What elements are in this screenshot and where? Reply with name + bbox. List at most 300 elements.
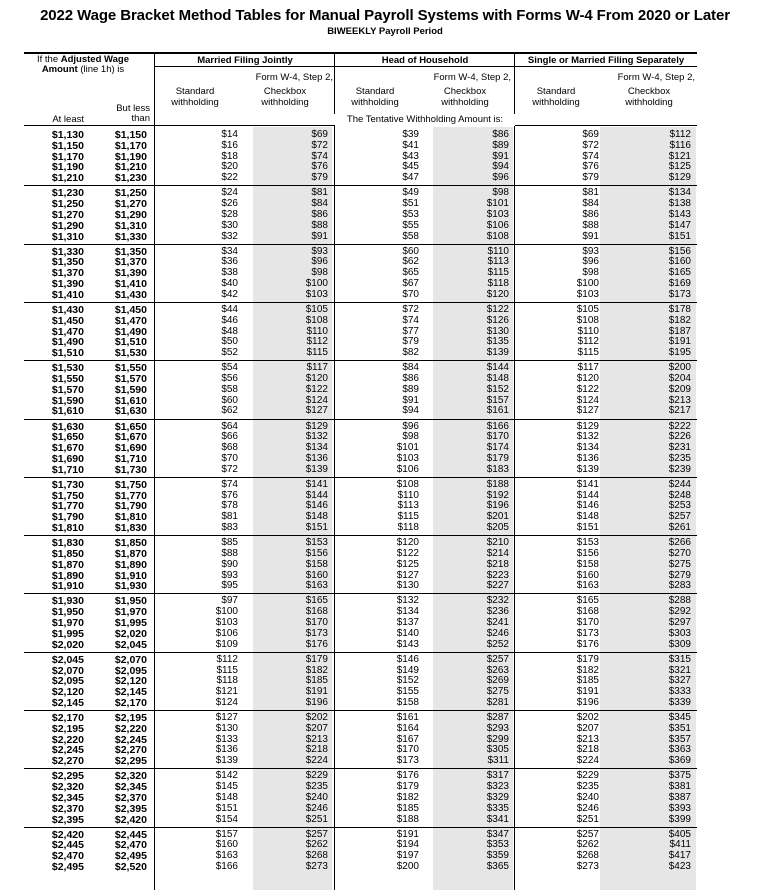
mfj-standard-cell: $72 bbox=[221, 463, 238, 475]
hoh-checkbox-cell: $170 bbox=[486, 431, 509, 443]
hoh-checkbox-cell: $305 bbox=[486, 744, 509, 756]
hoh-standard-cell: $82 bbox=[402, 347, 419, 359]
hoh-checkbox-cell: $96 bbox=[492, 172, 509, 184]
at-least-cell: $1,290 bbox=[51, 219, 84, 232]
hoh-checkbox-cell: $106 bbox=[486, 219, 509, 231]
mfj-checkbox-cell: $81 bbox=[311, 187, 328, 199]
hoh-checkbox-cell: $196 bbox=[486, 500, 509, 512]
single-standard-cell: $213 bbox=[576, 733, 599, 745]
single-checkbox-cell: $182 bbox=[668, 314, 691, 326]
single-standard-cell: $191 bbox=[576, 686, 599, 698]
hoh-checkbox-cell: $214 bbox=[486, 547, 509, 559]
hoh-standard-cell: $185 bbox=[396, 802, 419, 814]
but-less-than-cell: $1,850 bbox=[114, 537, 147, 550]
at-least-cell: $1,390 bbox=[51, 278, 84, 290]
hoh-checkbox-cell: $359 bbox=[486, 850, 509, 862]
at-least-cell: $1,210 bbox=[51, 172, 84, 185]
mfj-checkbox-cell: $129 bbox=[305, 420, 328, 432]
group-separator bbox=[24, 535, 697, 536]
single-standard-cell: $110 bbox=[577, 325, 599, 337]
mfj-standard-cell: $115 bbox=[216, 664, 238, 676]
hoh-checkbox-cell: $183 bbox=[486, 463, 509, 475]
hoh-checkbox-cell: $115 bbox=[487, 267, 509, 279]
hoh-checkbox-cell: $329 bbox=[486, 791, 509, 803]
mfj-standard-cell: $18 bbox=[221, 150, 238, 162]
at-least-cell: $1,130 bbox=[51, 129, 84, 141]
single-standard-cell: $88 bbox=[582, 219, 599, 231]
but-less-than-cell: $1,390 bbox=[114, 267, 147, 280]
single-checkbox-cell: $165 bbox=[668, 267, 691, 279]
mfj-standard-cell: $60 bbox=[221, 394, 238, 406]
mfj-checkbox-cell: $91 bbox=[311, 230, 328, 242]
single-standard-cell: $153 bbox=[576, 537, 599, 549]
at-least-cell: $2,195 bbox=[51, 722, 84, 735]
single-checkbox-cell: $292 bbox=[668, 606, 691, 618]
but-less-than-cell: $2,245 bbox=[114, 733, 147, 746]
at-least-header: At least bbox=[52, 114, 84, 125]
single-checkbox-cell: $411 bbox=[669, 839, 691, 851]
mfj-checkbox-cell: $124 bbox=[305, 394, 328, 406]
single-checkbox-cell: $283 bbox=[668, 580, 691, 592]
mfj-standard-cell: $28 bbox=[221, 208, 238, 220]
hoh-standard-cell: $51 bbox=[402, 198, 419, 210]
hoh-checkbox-cell: $269 bbox=[486, 675, 509, 687]
hoh-standard-cell: $137 bbox=[396, 617, 419, 628]
hoh-standard-cell: $60 bbox=[402, 245, 419, 257]
but-less-than-cell: $1,210 bbox=[114, 161, 147, 174]
hoh-checkbox-cell: $281 bbox=[486, 696, 509, 708]
single-checkbox-cell: $239 bbox=[668, 463, 691, 475]
single-checkbox-cell: $393 bbox=[668, 802, 691, 814]
single-standard-cell: $151 bbox=[576, 522, 599, 533]
single-standard-cell: $115 bbox=[577, 347, 599, 359]
mfj-checkbox-cell: $136 bbox=[305, 452, 328, 464]
head-of-household-header: Head of Household bbox=[381, 55, 469, 66]
single-checkbox-cell: $178 bbox=[668, 303, 691, 315]
hoh-checkbox-cell: $341 bbox=[486, 813, 509, 825]
at-least-cell: $2,245 bbox=[51, 744, 84, 757]
hoh-checkbox-cell: $98 bbox=[492, 187, 509, 199]
hoh-checkbox-cell: $152 bbox=[486, 383, 509, 395]
hoh-standard-cell: $146 bbox=[396, 653, 419, 665]
single-checkbox-cell: $147 bbox=[668, 219, 691, 231]
single-header: Single or Married Filing Separately bbox=[527, 55, 685, 66]
single-standard-cell: $74 bbox=[582, 150, 599, 162]
group-separator bbox=[24, 185, 697, 186]
but-less-than-cell: $1,930 bbox=[114, 580, 147, 593]
hoh-standard-cell: $134 bbox=[396, 606, 419, 618]
single-standard-cell: $139 bbox=[576, 463, 599, 475]
but-less-than-cell: $2,195 bbox=[114, 712, 147, 724]
but-less-than-cell: $1,310 bbox=[114, 219, 147, 232]
single-standard-cell: $129 bbox=[576, 420, 599, 432]
at-least-cell: $1,430 bbox=[51, 303, 84, 316]
but-less-than-cell: $1,770 bbox=[114, 489, 147, 502]
mfj-checkbox-cell: $262 bbox=[305, 839, 328, 851]
single-standard-cell: $100 bbox=[576, 278, 599, 289]
single-checkbox-cell: $333 bbox=[668, 686, 691, 698]
but-less-than-cell: $1,890 bbox=[114, 558, 147, 571]
single-checkbox-cell: $191 bbox=[668, 336, 691, 348]
hoh-standard-cell: $89 bbox=[402, 383, 419, 395]
single-standard-cell: $81 bbox=[582, 187, 599, 199]
hoh-checkbox-header: Form W-4, Step 2, bbox=[433, 72, 511, 83]
mfj-checkbox-cell: $88 bbox=[311, 219, 328, 231]
mfj-checkbox-header: Form W-4, Step 2, bbox=[255, 72, 333, 83]
mfj-checkbox-cell: $76 bbox=[311, 161, 328, 173]
single-standard-cell: $207 bbox=[576, 722, 599, 734]
but-less-than-cell: $2,520 bbox=[114, 861, 147, 873]
single-standard-cell: $268 bbox=[576, 850, 599, 862]
hoh-standard-cell: $127 bbox=[396, 569, 419, 581]
but-less-than-cell: $1,830 bbox=[114, 522, 147, 534]
mfj-checkbox-cell: $148 bbox=[305, 511, 328, 523]
hoh-checkbox-cell: $257 bbox=[486, 653, 509, 665]
mfj-standard-cell: $145 bbox=[215, 781, 238, 793]
mfj-checkbox-cell: $229 bbox=[305, 770, 328, 782]
mfj-checkbox-cell: $257 bbox=[305, 828, 328, 840]
group-separator bbox=[24, 419, 697, 420]
hoh-standard-cell: $70 bbox=[402, 288, 419, 300]
mfj-standard-cell: $32 bbox=[221, 230, 238, 242]
mfj-checkbox-cell: $69 bbox=[311, 129, 328, 140]
mfj-checkbox-cell: $176 bbox=[305, 638, 328, 650]
but-less-than-cell: $1,370 bbox=[114, 256, 147, 269]
group-separator bbox=[24, 827, 697, 828]
hoh-checkbox-cell: $299 bbox=[486, 733, 509, 745]
hoh-standard-header: Standard withholding bbox=[351, 86, 399, 108]
mfj-standard-cell: $36 bbox=[221, 256, 238, 268]
hoh-standard-cell: $58 bbox=[402, 230, 419, 242]
single-standard-cell: $185 bbox=[576, 675, 599, 687]
mfj-standard-cell: $166 bbox=[215, 861, 238, 872]
hoh-standard-cell: $55 bbox=[402, 219, 419, 231]
single-standard-header: Standard withholding bbox=[532, 86, 580, 108]
mfj-standard-cell: $62 bbox=[221, 405, 238, 417]
hoh-standard-cell: $132 bbox=[396, 595, 419, 607]
mfj-standard-cell: $52 bbox=[221, 347, 238, 359]
single-standard-cell: $158 bbox=[576, 558, 599, 570]
mfj-standard-cell: $38 bbox=[221, 267, 238, 279]
mfj-checkbox-cell: $168 bbox=[305, 606, 328, 618]
group-separator bbox=[24, 768, 697, 769]
hoh-checkbox-cell: $174 bbox=[486, 442, 509, 454]
at-least-cell: $2,345 bbox=[51, 791, 84, 804]
at-least-cell: $1,630 bbox=[51, 420, 84, 433]
single-standard-cell: $218 bbox=[576, 744, 599, 756]
single-checkbox-cell: $369 bbox=[668, 755, 691, 767]
mfj-standard-cell: $136 bbox=[215, 744, 238, 756]
single-checkbox-cell: $204 bbox=[668, 373, 691, 384]
mfj-checkbox-cell: $108 bbox=[305, 314, 328, 326]
hoh-standard-cell: $53 bbox=[402, 208, 419, 220]
at-least-cell: $1,730 bbox=[51, 478, 84, 491]
hoh-checkbox-cell: $323 bbox=[486, 781, 509, 793]
but-less-than-cell: $2,370 bbox=[114, 791, 147, 804]
at-least-cell: $1,970 bbox=[51, 617, 84, 629]
single-checkbox-cell: $327 bbox=[668, 675, 691, 687]
mfj-checkbox-cell: $235 bbox=[305, 781, 328, 793]
hoh-checkbox-cell: $263 bbox=[486, 664, 509, 676]
mfj-standard-cell: $68 bbox=[221, 442, 238, 454]
single-standard-cell: $202 bbox=[576, 712, 599, 723]
hoh-standard-cell: $164 bbox=[396, 722, 419, 734]
at-least-cell: $1,490 bbox=[51, 336, 84, 349]
single-checkbox-cell: $405 bbox=[668, 828, 691, 840]
mfj-checkbox-cell: $146 bbox=[305, 500, 328, 512]
but-less-than-cell: $1,190 bbox=[114, 150, 147, 163]
hoh-standard-cell: $120 bbox=[396, 537, 419, 549]
but-less-than-cell: $1,870 bbox=[114, 547, 147, 560]
hoh-checkbox-cell: $113 bbox=[487, 256, 509, 268]
hoh-checkbox-cell: $246 bbox=[486, 627, 509, 639]
mfj-checkbox-cell: $156 bbox=[305, 547, 328, 559]
hoh-standard-cell: $173 bbox=[396, 755, 419, 767]
hoh-standard-cell: $47 bbox=[402, 172, 419, 184]
mfj-standard-cell: $46 bbox=[221, 314, 238, 326]
hoh-checkbox-header-sub: Checkbox withholding bbox=[441, 86, 489, 108]
but-less-than-cell: $1,550 bbox=[114, 362, 147, 375]
single-checkbox-cell: $116 bbox=[669, 139, 691, 151]
at-least-cell: $1,850 bbox=[51, 547, 84, 560]
hoh-checkbox-cell: $161 bbox=[486, 405, 509, 417]
at-least-cell: $1,770 bbox=[51, 500, 84, 513]
mfj-standard-cell: $133 bbox=[215, 733, 238, 745]
at-least-cell: $1,790 bbox=[51, 511, 84, 524]
mfj-checkbox-cell: $207 bbox=[305, 722, 328, 734]
but-less-than-cell: $2,170 bbox=[114, 696, 147, 709]
hoh-checkbox-cell: $210 bbox=[486, 537, 509, 549]
mfj-checkbox-cell: $96 bbox=[311, 256, 328, 268]
mfj-checkbox-cell: $213 bbox=[305, 733, 328, 745]
single-standard-cell: $168 bbox=[576, 606, 599, 618]
hoh-standard-cell: $79 bbox=[402, 336, 419, 348]
hoh-standard-cell: $176 bbox=[396, 770, 419, 782]
single-standard-cell: $86 bbox=[582, 208, 599, 220]
at-least-cell: $1,590 bbox=[51, 394, 84, 407]
mfj-checkbox-header-sub: Checkbox withholding bbox=[261, 86, 309, 108]
at-least-cell: $2,070 bbox=[51, 664, 84, 677]
but-less-than-cell: $2,395 bbox=[114, 802, 147, 815]
mfj-checkbox-cell: $86 bbox=[311, 208, 328, 220]
hoh-checkbox-cell: $139 bbox=[486, 347, 509, 359]
hoh-checkbox-cell: $335 bbox=[486, 802, 509, 814]
but-less-than-cell: $1,730 bbox=[114, 463, 147, 476]
but-less-than-cell: $1,610 bbox=[114, 394, 147, 407]
hoh-standard-cell: $191 bbox=[396, 828, 419, 840]
wage-amount-header: If the Adjusted Wage Amount (line 1h) is bbox=[36, 54, 130, 75]
but-less-than-cell: $2,445 bbox=[114, 828, 147, 841]
hoh-standard-cell: $62 bbox=[402, 256, 419, 268]
mfj-standard-cell: $157 bbox=[215, 828, 238, 840]
page-title: 2022 Wage Bracket Method Tables for Manual Payroll Systems with Forms W-4 From 2020 or Later bbox=[40, 7, 730, 24]
but-less-than-cell: $1,630 bbox=[114, 405, 147, 418]
but-less-than-cell: $2,345 bbox=[114, 781, 147, 794]
group-separator bbox=[24, 593, 697, 594]
single-standard-cell: $240 bbox=[576, 791, 599, 803]
hoh-standard-cell: $67 bbox=[402, 278, 419, 289]
mfj-checkbox-cell: $122 bbox=[305, 383, 328, 395]
hoh-checkbox-cell: $157 bbox=[486, 394, 509, 406]
single-checkbox-cell: $143 bbox=[668, 208, 691, 220]
hoh-standard-cell: $39 bbox=[402, 129, 419, 140]
hoh-standard-cell: $143 bbox=[396, 638, 419, 650]
mfj-checkbox-cell: $84 bbox=[311, 198, 328, 210]
mfj-standard-cell: $24 bbox=[221, 187, 238, 199]
single-checkbox-cell: $423 bbox=[668, 861, 691, 872]
single-standard-cell: $160 bbox=[576, 569, 599, 581]
single-checkbox-cell: $248 bbox=[668, 489, 691, 501]
but-less-than-cell: $2,470 bbox=[114, 839, 147, 852]
hoh-checkbox-cell: $232 bbox=[486, 595, 509, 607]
but-less-than-header: But less than bbox=[116, 103, 150, 124]
single-standard-cell: $148 bbox=[576, 511, 599, 523]
mfj-checkbox-cell: $151 bbox=[305, 522, 328, 533]
single-standard-cell: $257 bbox=[576, 828, 599, 840]
single-checkbox-cell: $270 bbox=[668, 547, 691, 559]
but-less-than-cell: $2,145 bbox=[114, 686, 147, 699]
hoh-checkbox-cell: $91 bbox=[492, 150, 509, 162]
mfj-checkbox-cell: $240 bbox=[305, 791, 328, 803]
mfj-checkbox-cell: $165 bbox=[305, 595, 328, 607]
single-checkbox-cell: $187 bbox=[668, 325, 691, 337]
but-less-than-cell: $1,790 bbox=[114, 500, 147, 513]
hoh-checkbox-cell: $120 bbox=[486, 288, 509, 300]
hoh-checkbox-cell: $293 bbox=[486, 722, 509, 734]
single-standard-cell: $93 bbox=[582, 245, 599, 257]
hoh-checkbox-cell: $201 bbox=[486, 511, 509, 523]
mfj-standard-cell: $106 bbox=[215, 627, 238, 639]
hoh-standard-cell: $179 bbox=[396, 781, 419, 793]
at-least-cell: $1,270 bbox=[51, 208, 84, 221]
mfj-standard-cell: $163 bbox=[215, 850, 238, 862]
single-standard-cell: $136 bbox=[576, 452, 599, 464]
hoh-standard-cell: $125 bbox=[396, 558, 419, 570]
single-checkbox-cell: $129 bbox=[668, 172, 691, 184]
single-checkbox-cell: $160 bbox=[668, 256, 691, 268]
single-standard-cell: $273 bbox=[576, 861, 599, 872]
single-checkbox-cell: $345 bbox=[668, 712, 691, 723]
single-checkbox-cell: $253 bbox=[668, 500, 691, 512]
but-less-than-cell: $1,530 bbox=[114, 347, 147, 360]
mfj-standard-cell: $148 bbox=[215, 791, 238, 803]
but-less-than-cell: $2,220 bbox=[114, 722, 147, 735]
single-checkbox-cell: $387 bbox=[668, 791, 691, 803]
mfj-standard-cell: $124 bbox=[215, 696, 238, 708]
single-checkbox-cell: $357 bbox=[668, 733, 691, 745]
hoh-checkbox-cell: $135 bbox=[486, 336, 509, 348]
hoh-standard-cell: $72 bbox=[402, 303, 419, 315]
single-checkbox-cell: $275 bbox=[668, 558, 691, 570]
at-least-cell: $1,510 bbox=[51, 347, 84, 360]
single-checkbox-cell: $112 bbox=[669, 129, 691, 140]
hoh-standard-cell: $200 bbox=[396, 861, 419, 872]
single-checkbox-cell: $217 bbox=[668, 405, 691, 417]
mfj-checkbox-cell: $112 bbox=[306, 336, 328, 348]
single-standard-cell: $105 bbox=[576, 303, 599, 315]
hoh-standard-cell: $197 bbox=[396, 850, 419, 862]
single-checkbox-cell: $417 bbox=[668, 850, 691, 862]
hoh-standard-cell: $115 bbox=[397, 511, 419, 523]
single-standard-cell: $124 bbox=[576, 394, 599, 406]
mfj-checkbox-cell: $132 bbox=[305, 431, 328, 443]
group-separator bbox=[24, 360, 697, 361]
hoh-checkbox-cell: $347 bbox=[486, 828, 509, 840]
mfj-standard-cell: $42 bbox=[221, 288, 238, 300]
but-less-than-cell: $1,430 bbox=[114, 288, 147, 301]
mfj-checkbox-cell: $246 bbox=[305, 802, 328, 814]
mfj-checkbox-cell: $158 bbox=[305, 558, 328, 570]
single-standard-cell: $196 bbox=[576, 696, 599, 708]
hoh-standard-cell: $161 bbox=[396, 712, 419, 723]
single-checkbox-cell: $257 bbox=[668, 511, 691, 523]
mfj-checkbox-cell: $103 bbox=[305, 288, 328, 300]
mfj-standard-cell: $50 bbox=[221, 336, 238, 348]
hoh-standard-cell: $65 bbox=[402, 267, 419, 279]
at-least-cell: $2,370 bbox=[51, 802, 84, 815]
single-checkbox-cell: $222 bbox=[668, 420, 691, 432]
at-least-cell: $1,310 bbox=[51, 230, 84, 243]
mfj-standard-cell: $44 bbox=[221, 303, 238, 315]
mfj-standard-cell: $58 bbox=[221, 383, 238, 395]
mfj-standard-cell: $93 bbox=[221, 569, 238, 581]
mfj-standard-cell: $74 bbox=[221, 478, 238, 490]
but-less-than-cell: $1,570 bbox=[114, 373, 147, 385]
mfj-standard-cell: $14 bbox=[221, 129, 238, 140]
single-standard-cell: $76 bbox=[582, 161, 599, 173]
mfj-standard-cell: $76 bbox=[221, 489, 238, 501]
hoh-checkbox-cell: $103 bbox=[486, 208, 509, 220]
single-standard-cell: $251 bbox=[576, 813, 599, 825]
single-standard-cell: $224 bbox=[576, 755, 599, 767]
hoh-standard-cell: $170 bbox=[396, 744, 419, 756]
mfj-standard-cell: $20 bbox=[221, 161, 238, 173]
single-standard-cell: $132 bbox=[576, 431, 599, 443]
hoh-checkbox-cell: $236 bbox=[486, 606, 509, 618]
mfj-standard-cell: $112 bbox=[216, 653, 238, 665]
group-separator bbox=[24, 652, 697, 653]
single-standard-cell: $144 bbox=[576, 489, 599, 501]
at-least-cell: $1,170 bbox=[51, 150, 84, 163]
mfj-checkbox-cell: $115 bbox=[306, 347, 328, 359]
hoh-standard-cell: $152 bbox=[396, 675, 419, 687]
mfj-standard-cell: $22 bbox=[221, 172, 238, 184]
single-checkbox-cell: $381 bbox=[668, 781, 691, 793]
but-less-than-cell: $2,120 bbox=[114, 675, 147, 688]
hoh-checkbox-cell: $89 bbox=[492, 139, 509, 151]
hoh-standard-cell: $140 bbox=[396, 627, 419, 639]
mfj-checkbox-cell: $196 bbox=[305, 696, 328, 708]
mfj-standard-cell: $26 bbox=[221, 198, 238, 210]
at-least-cell: $1,550 bbox=[51, 373, 84, 385]
hoh-standard-cell: $86 bbox=[402, 373, 419, 384]
but-less-than-cell: $1,690 bbox=[114, 442, 147, 455]
hoh-checkbox-cell: $126 bbox=[486, 314, 509, 326]
at-least-cell: $1,350 bbox=[51, 256, 84, 269]
group-separator bbox=[24, 710, 697, 711]
hoh-standard-cell: $182 bbox=[396, 791, 419, 803]
single-standard-cell: $262 bbox=[576, 839, 599, 851]
mfj-standard-cell: $121 bbox=[215, 686, 238, 698]
mfj-checkbox-cell: $127 bbox=[305, 405, 328, 417]
single-standard-cell: $170 bbox=[576, 617, 599, 628]
mfj-standard-cell: $90 bbox=[221, 558, 238, 570]
mfj-checkbox-cell: $273 bbox=[305, 861, 328, 872]
mfj-standard-cell: $130 bbox=[215, 722, 238, 734]
mfj-standard-header: Standard withholding bbox=[171, 86, 219, 108]
hoh-standard-cell: $94 bbox=[402, 405, 419, 417]
mfj-standard-cell: $109 bbox=[215, 638, 238, 650]
